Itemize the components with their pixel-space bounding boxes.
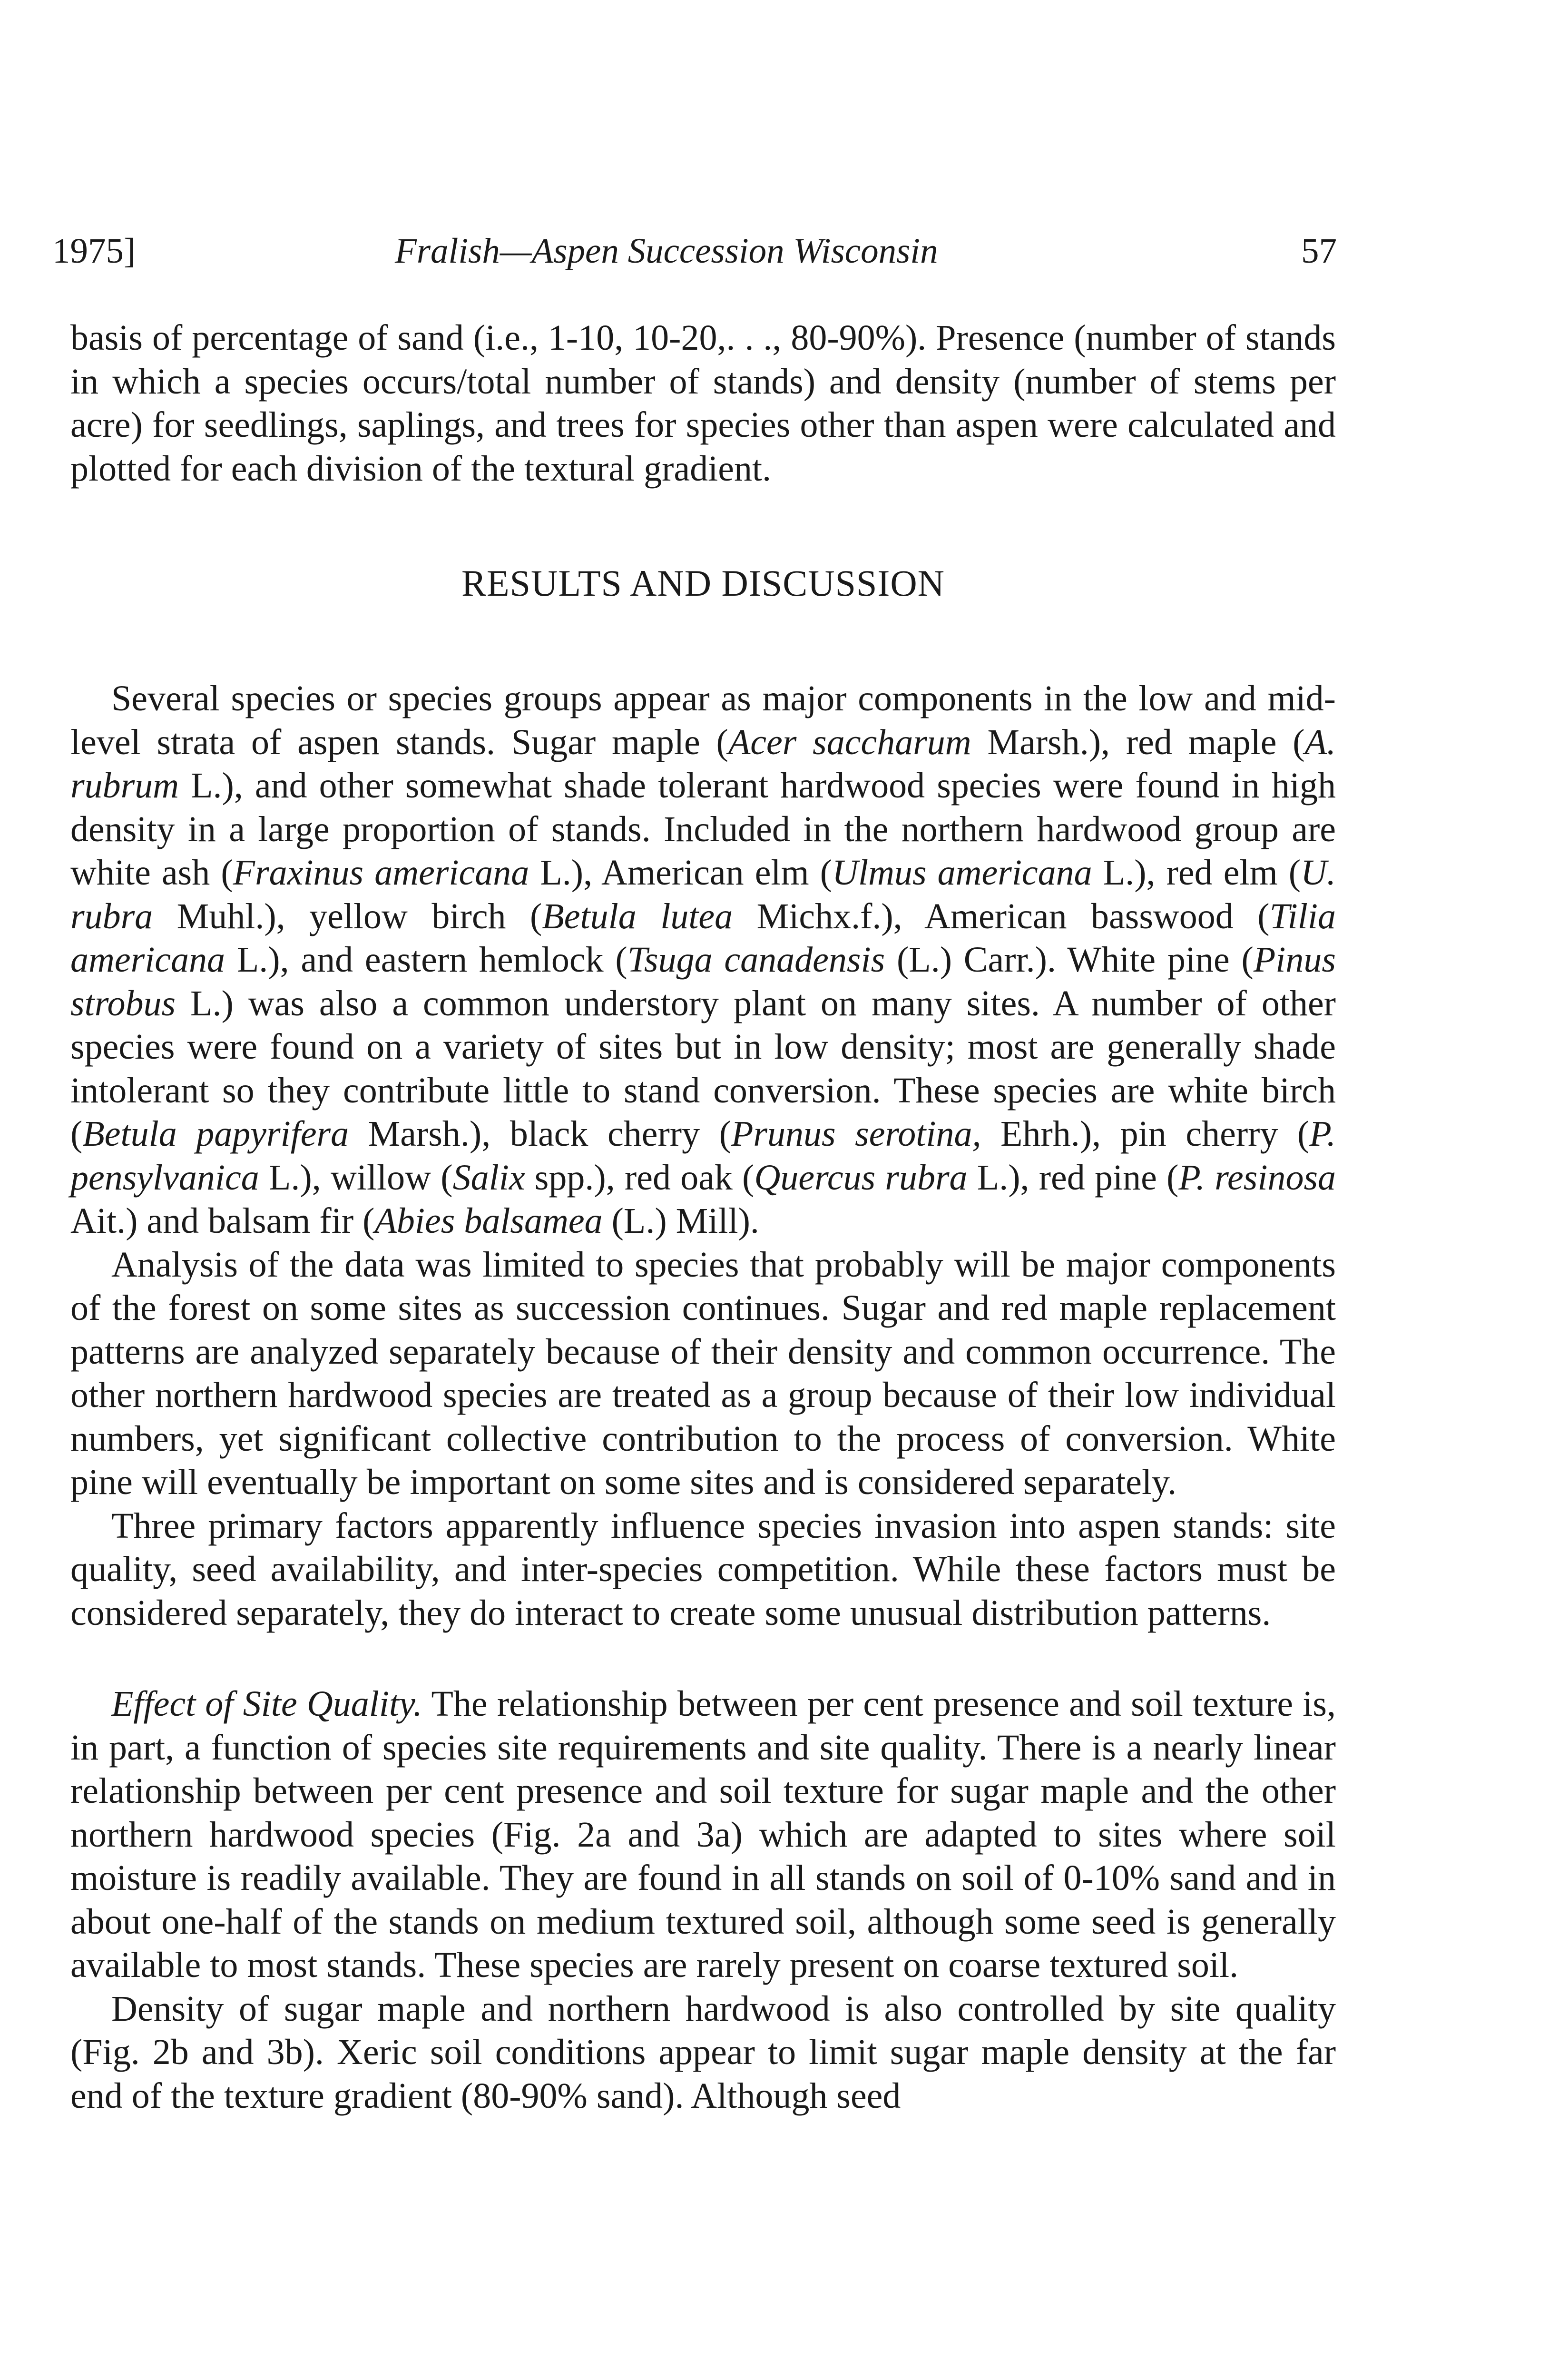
species-paragraph: Several species or species groups appear as major components in the low and mid-level strata of aspen stands. Sugar maple (Acer saccharum Marsh.), red maple (A. rubrum L.), and other somewhat shade tolerant hardwood species were found in high density in a large proportion of stands. Included in the northern hardwood group are white ash (Fraxinus americana L.), American elm (Ulmus americana L.), red elm (U. rubra Muhl.), yellow birch (Betula lutea Michx.f.), American basswood (Tilia americana L.), and eastern hemlock (Tsuga canadensis (L.) Carr.). White pine (Pinus strobus L.) was also a common understory plant on many sites. A number of other species were found on a variety of sites but in low density; most are generally shade intolerant so they contribute little to stand conversion. These species are white birch (Betula papyrifera Marsh.), black cherry (Prunus serotina, Ehrh.), pin cherry (P. pensylvanica L.), willow (Salix spp.), red oak (Quercus rubra L.), red pine (P. resinosa Ait.) and balsam fir (Abies balsamea (L.) Mill). [70, 678, 1336, 1241]
run-in-heading: Effect of Site Quality. [111, 1684, 422, 1724]
spacer [70, 1635, 1336, 1682]
factors-paragraph: Three primary factors apparently influence species invasion into aspen stands: site quality, seed availability, and inter-species competition. While these factors must be considered separately, they do interact to create some unusual distribution patterns. [70, 1505, 1336, 1633]
methods-paragraph: basis of percentage of sand (i.e., 1-10, 10-20,. . ., 80-90%). Presence (number of stands in which a species occurs/total number of stands) and density (number of stems per acre) for seedlings, saplings, and trees for species other than aspen were calculated and plotted for each division of the textural gradient. [70, 318, 1336, 489]
analysis-paragraph: Analysis of the data was limited to species that probably will be major components of the forest on some sites as succession continues. Sugar and red maple replacement patterns are analyzed separately because of their density and common occurrence. The other northern hardwood species are treated as a group because of their low individual numbers, yet significant collective contribution to the process of conversion. White pine will eventually be important on some sites and is considered separately. [70, 1244, 1336, 1502]
page-number: 57 [1301, 231, 1337, 271]
density-paragraph: Density of sugar maple and northern hardwood is also controlled by site quality (Fig. 2b and 3b). Xeric soil conditions appear to limit sugar maple density at the far end of the texture gradient (80-90% sand). Although seed [70, 1988, 1336, 2116]
running-title: Fralish—Aspen Succession Wisconsin [395, 231, 938, 271]
site-quality-paragraph: Effect of Site Quality. The relationship between per cent presence and soil texture is, in part, a function of species site requirements and site quality. There is a nearly linear relationship between per cent presence and soil texture for sugar maple and the other northern hardwood species (Fig. 2a and 3a) which are adapted to sites where soil moisture is readily available. They are found in all stands on soil of 0-10% sand and in about one-half of the stands on medium textured soil, although some seed is generally available to most stands. These species are rarely present on coarse textured soil. [70, 1684, 1336, 1985]
issue-year: 1975] [52, 231, 136, 271]
running-head [52, 227, 1337, 275]
body-text [70, 316, 1336, 2118]
section-heading: RESULTS AND DISCUSSION [461, 562, 945, 604]
